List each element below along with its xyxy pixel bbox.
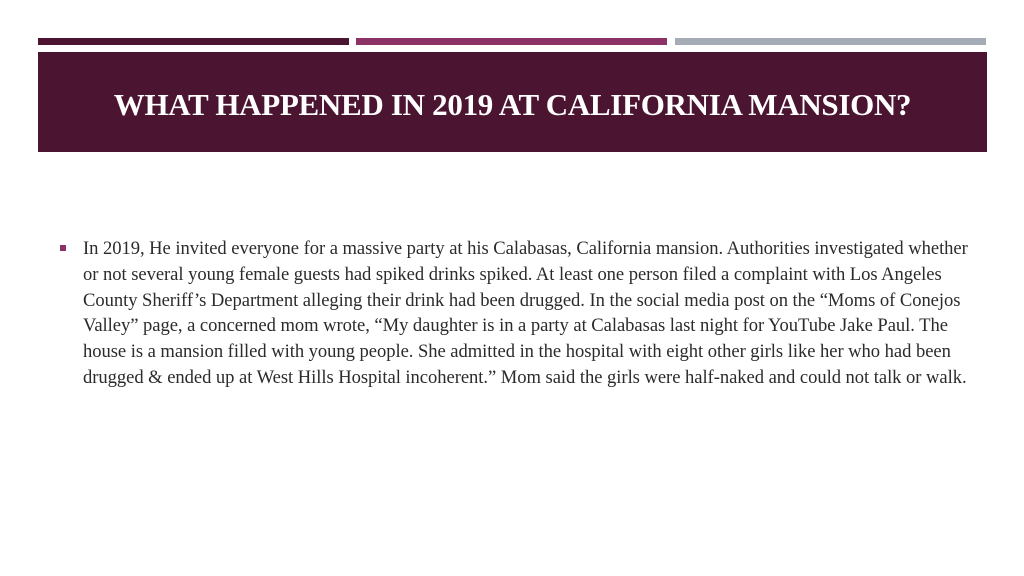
slide-title: WHAT HAPPENED IN 2019 AT CALIFORNIA MANSION? xyxy=(113,87,912,122)
title-banner xyxy=(38,52,987,152)
square-bullet-icon xyxy=(60,245,66,251)
bullet-text: In 2019, He invited everyone for a massive party at his Calabasas, California mansion. Authorities investigated whether or not several young female guests had spiked drinks spiked. At least one person filed a complaint with Los Angeles County Sheriff’s Department alleging their drink had been drugged. In the social media post on the “Moms of Conejos Valley” page, a concerned mom wrote, “My daughter is in a party at Calabasas last night for YouTube Jake Paul. The house is a mansion filled with young people. She admitted in the hospital with eight other girls like her who had been drugged & ended up at West Hills Hospital incoherent.” Mom said the girls were half-naked and could not talk or walk. xyxy=(83,238,968,388)
bullet-item xyxy=(60,236,972,391)
accent-bar-dark xyxy=(38,38,349,45)
accent-bar-magenta xyxy=(356,38,667,45)
accent-bar-gray xyxy=(675,38,986,45)
slide-content xyxy=(60,236,972,391)
